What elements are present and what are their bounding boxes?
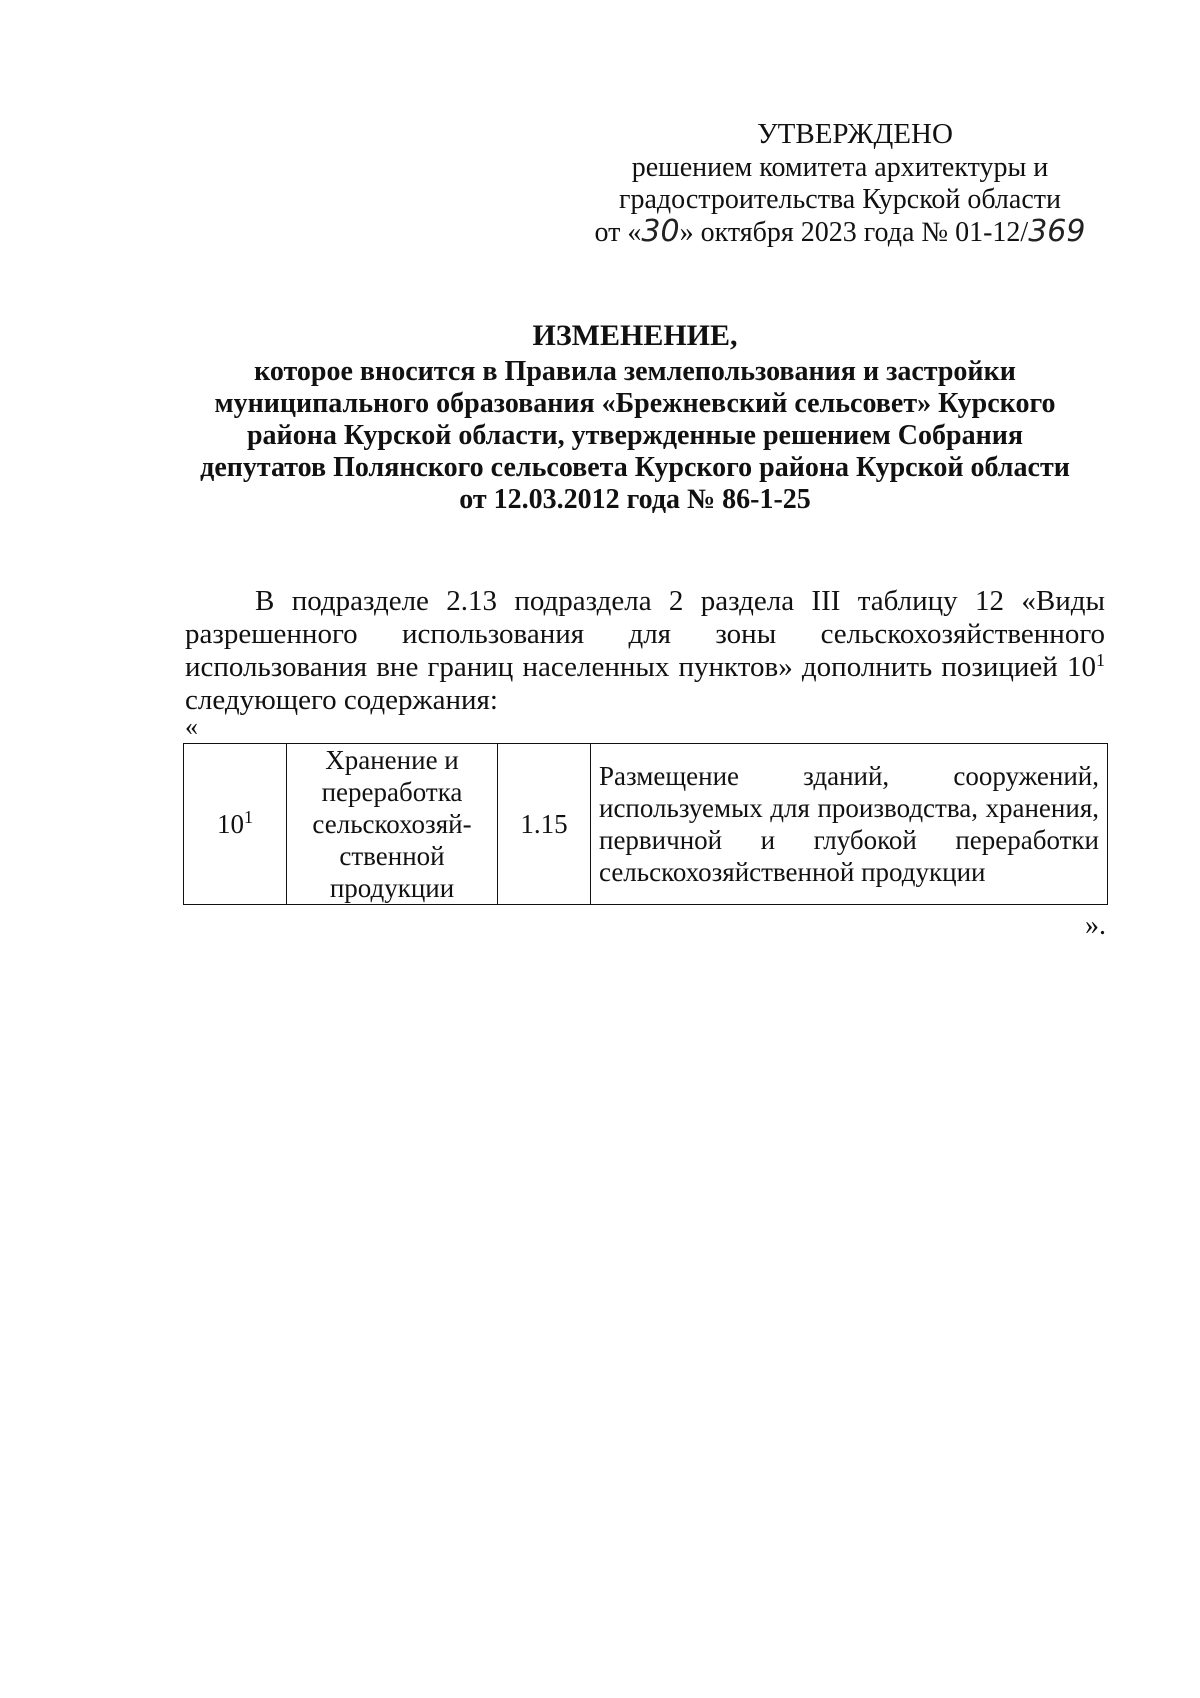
heading-subtitle-line: муниципального образования «Брежневский сельсовет» Курского	[214, 388, 1056, 419]
paragraph-end: следующего содержания:	[185, 684, 498, 716]
approval-block	[560, 118, 1120, 249]
body-paragraph	[185, 585, 1105, 717]
cell-position-number	[184, 744, 287, 905]
heading-subtitle-line: которое вносится в Правила землепользования и застройки	[254, 356, 1016, 387]
cell-code: 1.15	[498, 744, 591, 905]
opening-quote: «	[185, 712, 198, 741]
use-name-line: ственной	[339, 841, 445, 871]
table-row	[184, 744, 1108, 905]
cell-description: Размещение зданий, сооружений, используемых для производства, хранения, первичной и глубокой переработки сельскохозяйственной продукции	[591, 744, 1108, 905]
heading-subtitle-line: от 12.03.2012 года № 86-1-25	[459, 484, 811, 515]
handwritten-day: 30	[641, 214, 680, 249]
date-prefix: от «	[594, 217, 642, 248]
heading-subtitle-line: района Курской области, утвержденные решением Собрания	[246, 420, 1024, 451]
use-name-line: переработка	[321, 777, 463, 807]
approval-title: УТВЕРЖДЕНО	[757, 118, 953, 150]
position-superscript: 1	[244, 807, 253, 827]
paragraph-superscript: 1	[1096, 650, 1105, 670]
approval-date-line	[560, 216, 1120, 249]
approval-line-1: решением комитета архитектуры и	[631, 152, 1049, 183]
use-name-line: Хранение и	[325, 745, 459, 775]
use-name-line: продукции	[329, 873, 455, 903]
closing-quote: ».	[1085, 910, 1106, 941]
paragraph-text: В подразделе 2.13 подраздела 2 раздела III таблицу 12 «Виды разрешенного использования для зоны сельскохозяйственного использования вне границ населенных пунктов» дополнить позицией 10	[185, 585, 1105, 683]
date-middle: » октября 2023 года № 01-12/	[679, 217, 1029, 248]
heading-title: ИЗМЕНЕНИЕ,	[532, 319, 738, 352]
heading-subtitle-line: депутатов Полянского сельсовета Курского района Курской области	[200, 452, 1070, 483]
cell-use-name	[287, 744, 498, 905]
use-name-line: сельскохозяй-	[312, 809, 472, 839]
handwritten-number: 369	[1028, 214, 1086, 249]
amendment-table	[183, 743, 1108, 905]
position-number: 10	[217, 809, 244, 839]
document-heading	[175, 318, 1095, 516]
approval-line-2: градостроительства Курской области	[619, 184, 1061, 215]
